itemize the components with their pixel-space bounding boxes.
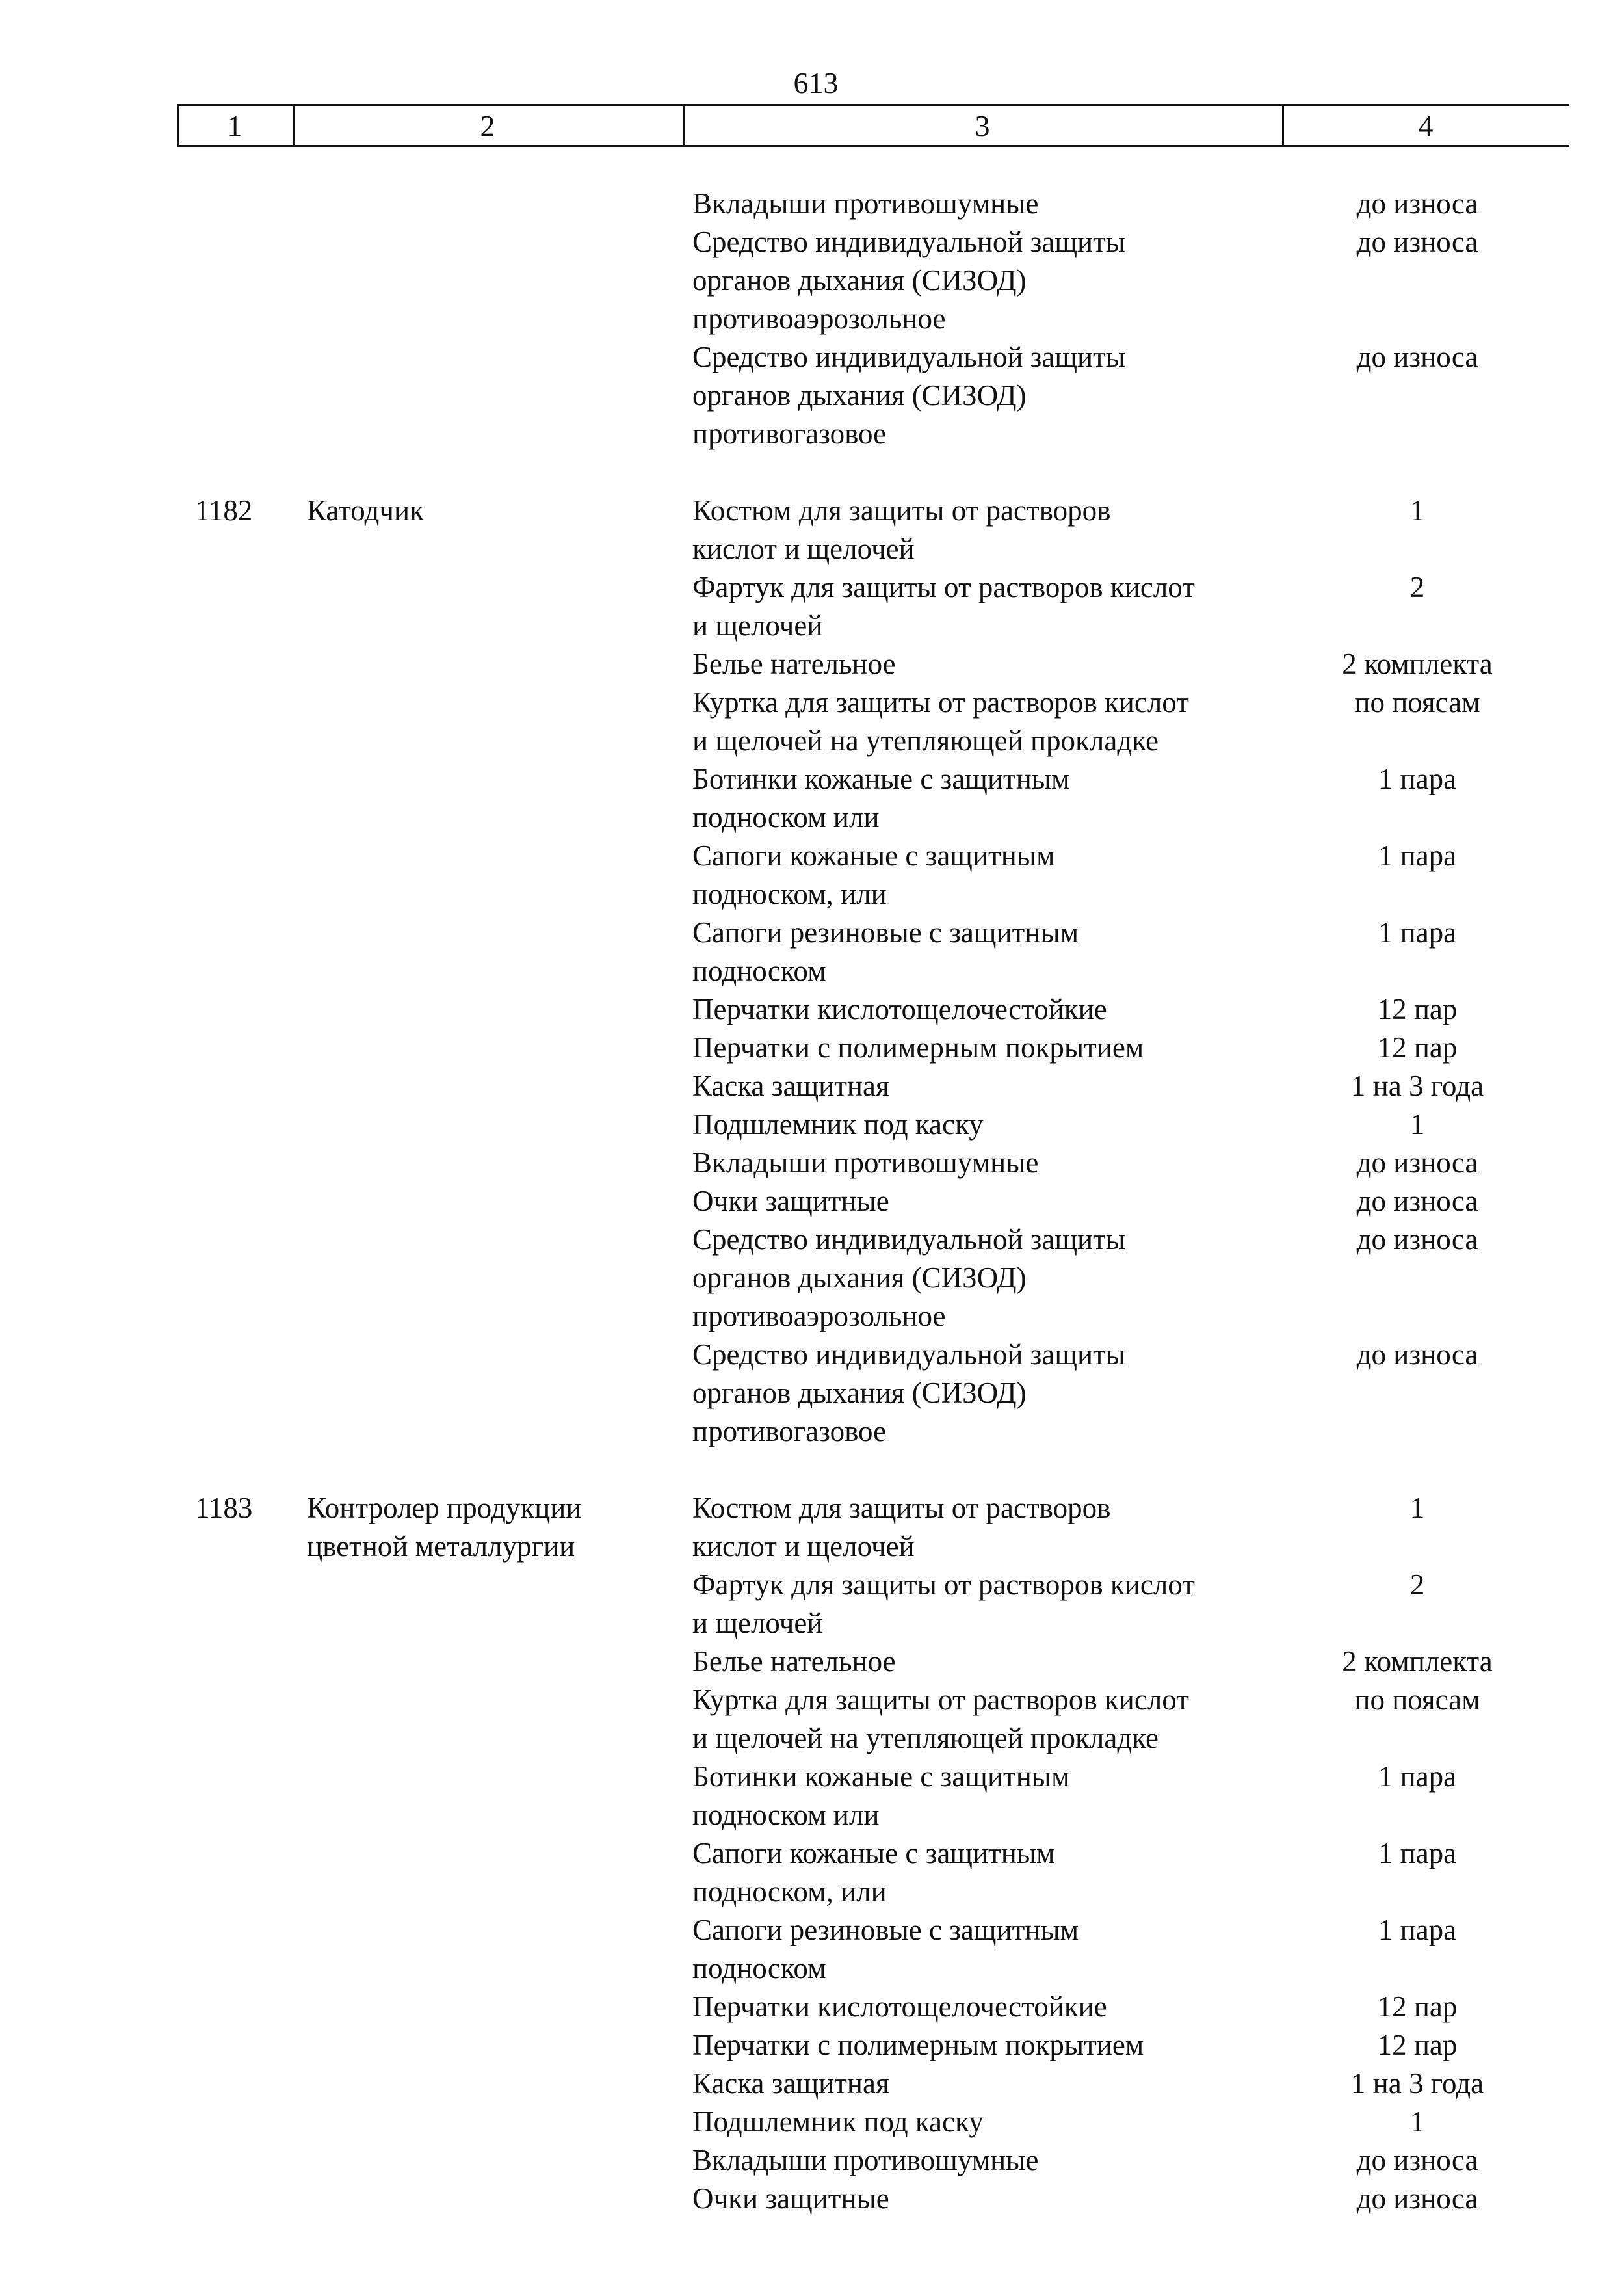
ppe-item: Ботинки кожаные с защитным подноском или: [692, 1760, 1070, 1831]
ppe-item: Белье нательное: [692, 1645, 896, 1678]
ppe-norm: до износа: [1356, 1146, 1478, 1179]
ppe-norm: 12 пар: [1377, 993, 1458, 1025]
ppe-norm: по поясам: [1354, 686, 1480, 719]
header-col-2: 2: [480, 109, 495, 142]
ppe-item: Средство индивидуальной защиты органов дыхания (СИЗОД) противогазовое: [692, 1338, 1126, 1447]
page-number: 613: [793, 66, 839, 99]
ppe-norm: 2: [1409, 571, 1425, 603]
ppe-norm: 12 пар: [1377, 1031, 1458, 1064]
ppe-item: Сапоги кожаные с защитным подноском, или: [692, 1837, 1055, 1908]
ppe-norm: по поясам: [1354, 1683, 1480, 1716]
ppe-item: Перчатки кислотощелочестойкие: [692, 993, 1107, 1025]
ppe-norm: до износа: [1356, 226, 1478, 258]
ppe-item: Перчатки с полимерным покрытием: [692, 1031, 1144, 1064]
ppe-item: Вкладыши противошумные: [692, 187, 1039, 220]
ppe-item: Очки защитные: [692, 1185, 889, 1217]
ppe-norm: 12 пар: [1377, 1990, 1458, 2023]
ppe-norm: до износа: [1356, 2144, 1478, 2176]
table-header: [177, 104, 1569, 147]
ppe-item: Куртка для защиты от растворов кислот и щелочей на утепляющей прокладке: [692, 686, 1189, 757]
profession-number: 1182: [195, 494, 253, 527]
ppe-item: Костюм для защиты от растворов кислот и щелочей: [692, 1492, 1111, 1563]
ppe-item: Сапоги кожаные с защитным подноском, или: [692, 839, 1055, 910]
ppe-norm: 1: [1409, 494, 1425, 527]
ppe-item: Фартук для защиты от растворов кислот и щелочей: [692, 1568, 1195, 1639]
ppe-item: Перчатки кислотощелочестойкие: [692, 1990, 1107, 2023]
ppe-item: Белье нательное: [692, 648, 896, 680]
ppe-norm: до износа: [1356, 1338, 1478, 1371]
ppe-norm: 1 на 3 года: [1350, 1070, 1484, 1102]
ppe-norm: до износа: [1356, 2182, 1478, 2215]
ppe-item: Ботинки кожаные с защитным подноском или: [692, 763, 1070, 834]
ppe-norm: до износа: [1356, 341, 1478, 373]
ppe-item: Сапоги резиновые с защитным подноском: [692, 1914, 1079, 1985]
ppe-norm: 1 пара: [1378, 1914, 1457, 1946]
profession-number: 1183: [195, 1492, 253, 1524]
ppe-item: Фартук для защиты от растворов кислот и щелочей: [692, 571, 1195, 642]
ppe-norm: до износа: [1356, 1185, 1478, 1217]
ppe-item: Сапоги резиновые с защитным подноском: [692, 916, 1079, 987]
ppe-item: Подшлемник под каску: [692, 2105, 984, 2138]
ppe-norm: до износа: [1356, 1223, 1478, 1256]
ppe-item: Перчатки с полимерным покрытием: [692, 2029, 1144, 2061]
ppe-norm: 1: [1409, 1108, 1425, 1141]
ppe-norm: 12 пар: [1377, 2029, 1458, 2061]
header-col-3: 3: [975, 109, 990, 142]
ppe-norm: 1: [1409, 1492, 1425, 1524]
ppe-item: Каска защитная: [692, 1070, 889, 1102]
header-col-4: 4: [1418, 109, 1434, 142]
header-col-1: 1: [227, 109, 242, 142]
ppe-item: Очки защитные: [692, 2182, 889, 2215]
ppe-norm: 1 на 3 года: [1350, 2067, 1484, 2100]
ppe-norm: 1 пара: [1378, 1760, 1457, 1793]
ppe-item: Подшлемник под каску: [692, 1108, 984, 1141]
ppe-norm: 1 пара: [1378, 763, 1457, 795]
ppe-norm: 1 пара: [1378, 839, 1457, 872]
ppe-item: Средство индивидуальной защиты органов дыхания (СИЗОД) противогазовое: [692, 341, 1126, 450]
ppe-norm: 1 пара: [1378, 916, 1457, 949]
profession-name: Контролер продукции цветной металлургии: [307, 1492, 582, 1563]
ppe-norm: 1 пара: [1378, 1837, 1457, 1869]
ppe-item: Вкладыши противошумные: [692, 2144, 1039, 2176]
ppe-norm: 1: [1409, 2105, 1425, 2138]
ppe-norm: 2: [1409, 1568, 1425, 1601]
ppe-item: Каска защитная: [692, 2067, 889, 2100]
ppe-item: Средство индивидуальной защиты органов дыхания (СИЗОД) противоаэрозольное: [692, 1223, 1126, 1332]
profession-name: Катодчик: [307, 494, 424, 527]
ppe-item: Куртка для защиты от растворов кислот и щелочей на утепляющей прокладке: [692, 1683, 1189, 1754]
ppe-item: Вкладыши противошумные: [692, 1146, 1039, 1179]
ppe-norm: до износа: [1356, 187, 1478, 220]
ppe-item: Средство индивидуальной защиты органов дыхания (СИЗОД) противоаэрозольное: [692, 226, 1126, 335]
ppe-norm: 2 комплекта: [1342, 1645, 1493, 1678]
ppe-norm: 2 комплекта: [1342, 648, 1493, 680]
ppe-item: Костюм для защиты от растворов кислот и щелочей: [692, 494, 1111, 565]
